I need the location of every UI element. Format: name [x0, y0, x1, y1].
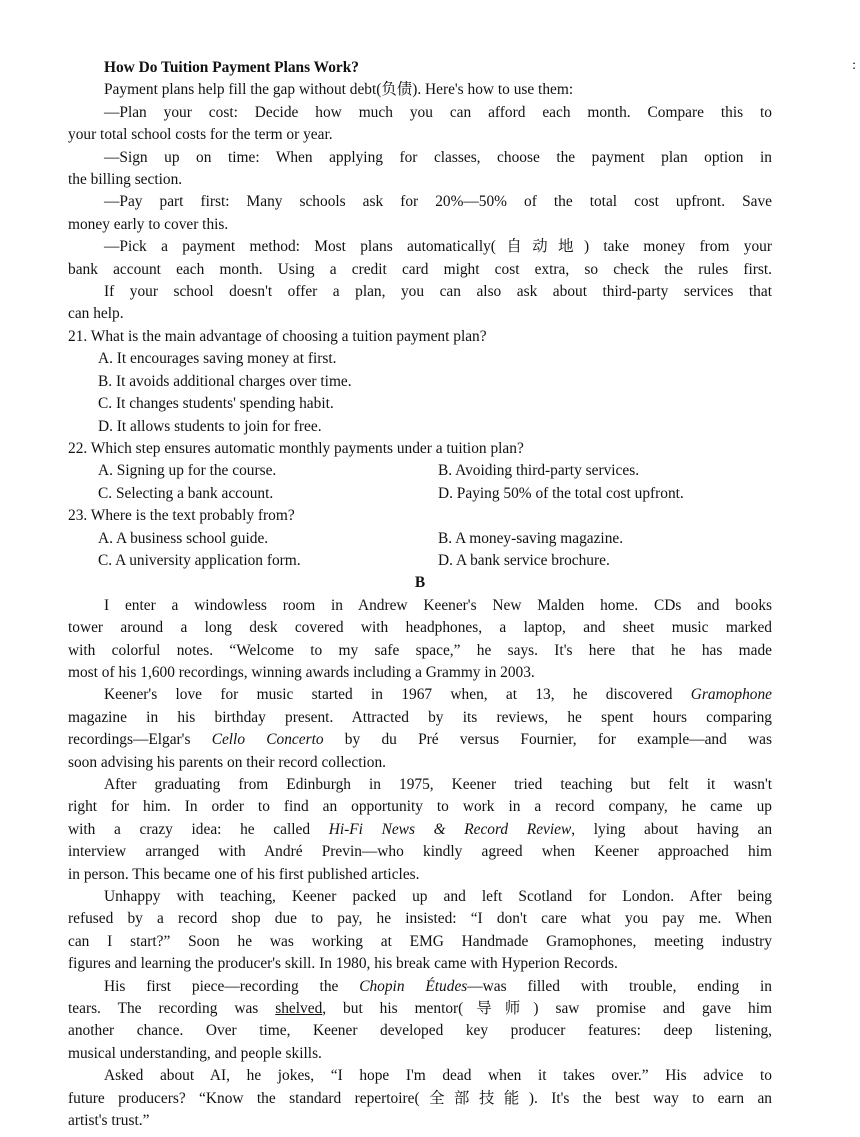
question-21-option-b: B. It avoids additional charges over time.	[98, 372, 352, 390]
exam-page	[68, 57, 772, 1133]
passage-a-line: can help.	[68, 305, 124, 323]
question-23-stem: 23. Where is the text probably from?	[68, 507, 295, 525]
passage-b-line: figures and learning the producer's skill. In 1980, his break came with Hyperion Records.	[68, 955, 618, 973]
question-23-options-row	[68, 550, 772, 572]
text-run: His first piece—recording the	[104, 977, 360, 995]
passage-b-line: artist's trust.”	[68, 1112, 150, 1130]
work-title: Cello Concerto	[211, 731, 324, 749]
text-run: , but his mentor(导师) saw promise and gave him	[322, 1000, 772, 1018]
text-run: , lying about having an	[571, 820, 773, 838]
passage-b-line: interview arranged with André Previn—who kindly agreed when Keener approached him	[68, 843, 772, 861]
passage-a-line: —Plan your cost: Decide how much you can afford each month. Compare this to	[104, 103, 772, 121]
question-22-options-row	[68, 460, 772, 482]
passage-b-line: soon advising his parents on their record collection.	[68, 753, 386, 771]
question-22-option-d: D. Paying 50% of the total cost upfront.	[438, 484, 684, 502]
passage-a-line: your total school costs for the term or year.	[68, 126, 333, 144]
text-run: Keener's love for music started in 1967 when, at 13, he discovered	[104, 686, 691, 704]
passage-b-line: most of his 1,600 recordings, winning awards including a Grammy in 2003.	[68, 663, 535, 681]
passage-b-line	[68, 819, 772, 841]
question-23-option-c: C. A university application form.	[98, 551, 301, 569]
passage-b-line: magazine in his birthday present. Attracted by its reviews, he spent hours comparing	[68, 708, 772, 726]
passage-b-line: I enter a windowless room in Andrew Keener's New Malden home. CDs and books	[104, 596, 772, 614]
passage-a-line: the billing section.	[68, 171, 183, 189]
question-22-option-a: A. Signing up for the course.	[98, 462, 277, 480]
passage-a-line: bank account each month. Using a credit card might cost extra, so check the rules first.	[68, 260, 772, 278]
text-run: recordings—Elgar's	[68, 731, 212, 749]
question-22-option-b: B. Avoiding third-party services.	[438, 462, 640, 480]
question-23-options-row	[68, 528, 772, 550]
passage-b-line: tower around a long desk covered with headphones, a laptop, and sheet music marked	[68, 619, 772, 637]
passage-a-line: —Pay part first: Many schools ask for 20%—50% of the total cost upfront. Save	[104, 193, 772, 211]
passage-a-line: money early to cover this.	[68, 215, 229, 233]
passage-b-line: Asked about AI, he jokes, “I hope I'm dead when it takes over.” His advice to	[104, 1067, 772, 1085]
magazine-title: Gramophone	[690, 686, 772, 704]
passage-a-line: —Pick a payment method: Most plans automatically(自动地) take money from your	[104, 238, 772, 256]
passage-b-line: with colorful notes. “Welcome to my safe space,” he says. It's here that he has made	[68, 641, 772, 659]
passage-title: How Do Tuition Payment Plans Work?	[104, 59, 359, 76]
text-run: —was filled with trouble, ending in	[467, 977, 772, 995]
margin-mark: :	[852, 58, 856, 73]
text-run: tears. The recording was	[68, 1000, 276, 1018]
question-21-option-d: D. It allows students to join for free.	[98, 417, 322, 435]
text-run: by du Pré versus Fournier, for example—and was	[323, 731, 772, 749]
passage-b-line: in person. This became one of his first published articles.	[68, 865, 420, 883]
passage-a-line: Payment plans help fill the gap without debt(负债). Here's how to use them:	[104, 81, 574, 99]
passage-b-line: right for him. In order to find an opportunity to work in a record company, he came up	[68, 798, 772, 816]
question-21-stem: 21. What is the main advantage of choosing a tuition payment plan?	[68, 327, 487, 345]
passage-a-line: —Sign up on time: When applying for classes, choose the payment plan option in	[104, 148, 772, 166]
question-22-stem: 22. Which step ensures automatic monthly payments under a tuition plan?	[68, 439, 524, 457]
passage-b-line: Unhappy with teaching, Keener packed up and left Scotland for London. After being	[104, 888, 772, 906]
question-22-option-c: C. Selecting a bank account.	[98, 484, 274, 502]
question-22-options-row	[68, 483, 772, 505]
question-23-option-b: B. A money-saving magazine.	[438, 529, 624, 547]
passage-a-line: If your school doesn't offer a plan, you can also ask about third-party services that	[104, 283, 772, 301]
passage-b-line: can I start?” Soon he was working at EMG Handmade Gramophones, meeting industry	[68, 932, 772, 950]
work-title: Chopin Études	[359, 977, 468, 995]
question-21-option-c: C. It changes students' spending habit.	[98, 395, 334, 413]
passage-b-line: musical understanding, and people skills.	[68, 1044, 322, 1062]
underlined-word: shelved	[275, 1000, 323, 1018]
passage-b-line	[68, 998, 772, 1020]
question-21-option-a: A. It encourages saving money at first.	[98, 350, 337, 368]
passage-b-line	[68, 684, 772, 706]
text-run: with a crazy idea: he called	[68, 820, 329, 838]
passage-b-line	[68, 729, 772, 751]
passage-b-line: another chance. Over time, Keener developed key producer features: deep listening,	[68, 1022, 772, 1040]
passage-b-line: After graduating from Edinburgh in 1975, Keener tried teaching but felt it wasn't	[104, 776, 772, 793]
passage-b-line	[68, 976, 772, 998]
question-23-option-d: D. A bank service brochure.	[438, 551, 610, 569]
magazine-title: Hi-Fi News & Record Review	[328, 820, 572, 838]
section-b-label: B	[414, 574, 426, 592]
question-23-option-a: A. A business school guide.	[98, 529, 269, 547]
passage-b-line: future producers? “Know the standard repertoire(全部技能). It's the best way to earn an	[68, 1089, 772, 1107]
passage-b-line: refused by a record shop due to pay, he insisted: “I don't care what you pay me. When	[68, 910, 772, 928]
